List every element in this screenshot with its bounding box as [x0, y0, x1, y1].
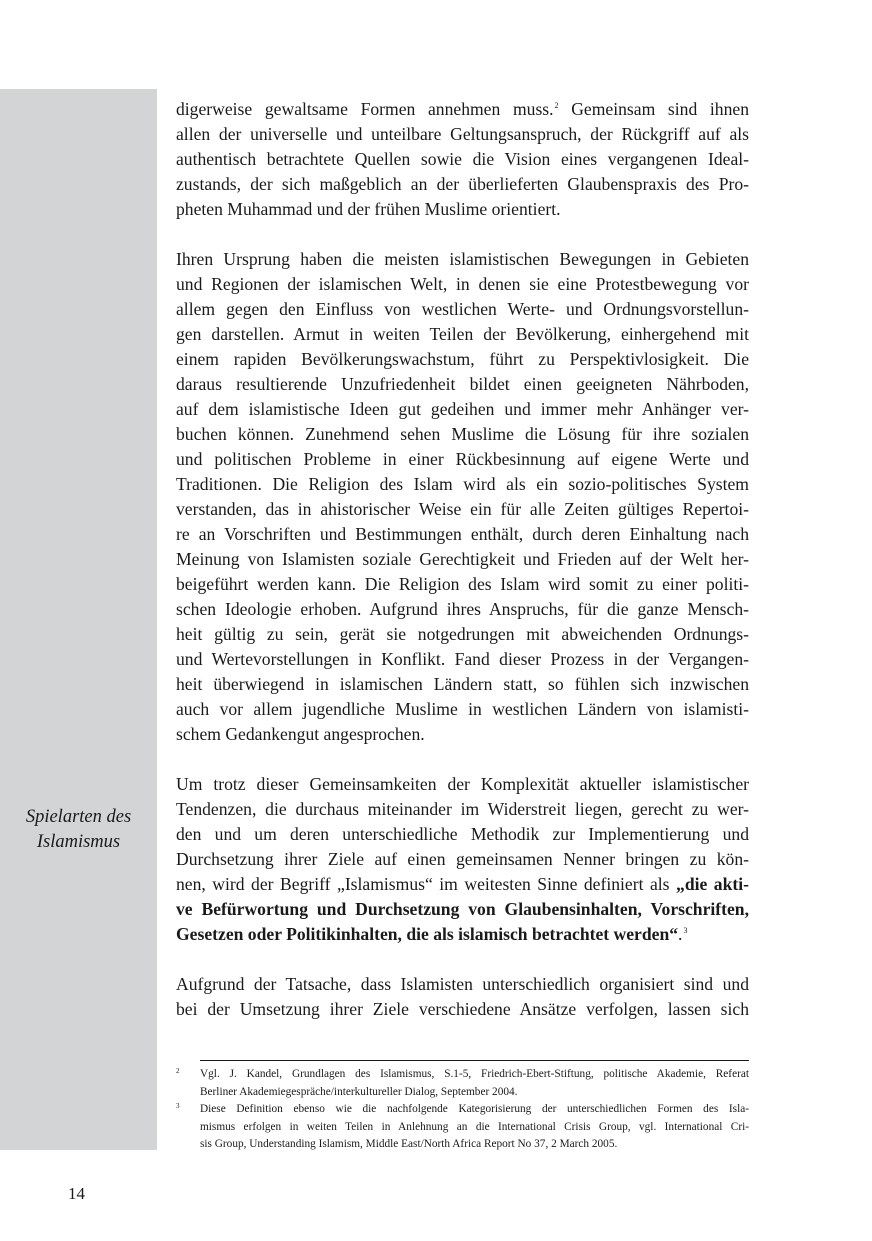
footnote — [176, 1101, 749, 1154]
text-line: Gesetzen oder Politikinhalten, die als islamisch betrachtet werden“.$^3$ — [176, 924, 688, 944]
text-line: heit überwiegend in islamischen Ländern statt, so fühlen sich inzwischen — [176, 674, 749, 694]
margin-note-line: Spielarten des — [25, 807, 132, 827]
text-line: heit gültig zu sein, gerät sie notgedrungen mit abweichenden Ordnungs- — [176, 624, 749, 644]
definition-emphasis: Gesetzen oder Politikinhalten, die als islamisch betrachtet werden“ — [176, 924, 679, 944]
text-line: pheten Muhammad und der frühen Muslime orientiert. — [176, 199, 561, 219]
footnote-ref[interactable]: 2 — [554, 101, 559, 110]
text-line: allen der universelle und unteilbare Geltungsanspruch, der Rückgriff auf als — [176, 124, 749, 144]
footnote — [176, 1066, 749, 1101]
text-line: und Regionen der islamischen Welt, in denen sie eine Protestbewegung vor — [176, 274, 749, 294]
margin-note-line: Islamismus — [36, 832, 121, 852]
text-line: Traditionen. Die Religion des Islam wird als ein sozio-politisches System — [176, 474, 749, 494]
text-line: schen Ideologie erhoben. Aufgrund ihres Anspruchs, für die ganze Mensch- — [176, 599, 749, 619]
text-line: Ihren Ursprung haben die meisten islamistischen Bewegungen in Gebieten — [176, 249, 749, 269]
text-line: zustands, der sich maßgeblich an der überlieferten Glaubenspraxis des Pro- — [176, 174, 749, 194]
text-line: re an Vorschriften und Bestimmungen enthält, durch deren Einhaltung nach — [176, 524, 749, 544]
text-line: Aufgrund der Tatsache, dass Islamisten unterschiedlich organisiert sind und — [176, 974, 749, 994]
text-line: gen darstellen. Armut in weiten Teilen der Bevölkerung, einhergehend mit — [176, 324, 749, 344]
footnote-ref[interactable]: 3 — [683, 926, 688, 935]
body-text — [176, 97, 749, 1022]
footnotes — [176, 1066, 749, 1154]
definition-emphasis: „die akti- — [676, 874, 749, 894]
page-number: 14 — [68, 1184, 85, 1203]
footnote-line: sis Group, Understanding Islamism, Middle East/North Africa Report No 37, 2 March 2005. — [200, 1138, 618, 1150]
text-line: und Wertevorstellungen in Konflikt. Fand dieser Prozess in der Vergangen- — [176, 649, 749, 669]
margin-sidebar — [0, 89, 157, 1150]
text-line: Tendenzen, die durchaus miteinander im Widerstreit liegen, gerecht zu wer- — [176, 799, 749, 819]
footnote-number: 3 — [176, 1102, 180, 1110]
text-line: authentisch betrachtete Quellen sowie die Vision eines vergangenen Ideal- — [176, 149, 749, 169]
text-line: bei der Umsetzung ihrer Ziele verschiedene Ansätze verfolgen, lassen sich — [176, 999, 749, 1019]
text-line: Meinung von Islamisten soziale Gerechtigkeit und Frieden auf der Welt her- — [176, 549, 749, 569]
text-line: digerweise gewaltsame Formen annehmen muss.$^2$ Gemeinsam sind ihnen — [176, 99, 750, 119]
footnote-line: Vgl. J. Kandel, Grundlagen des Islamismus, S.1-5, Friedrich-Ebert-Stiftung, politische Akademie, Referat — [200, 1068, 749, 1080]
text-line: verstanden, das in ahistorischer Weise ein für alle Zeiten gültiges Repertoi- — [176, 499, 749, 519]
text-line: den und um deren unterschiedliche Methodik zur Implementierung und — [176, 824, 749, 844]
footnote-number: 2 — [176, 1067, 180, 1075]
paragraph — [176, 97, 749, 222]
footnote-line: Diese Definition ebenso wie die nachfolgende Kategorisierung der unterschiedlichen Formen des Isla- — [200, 1103, 749, 1115]
footnote-divider — [200, 1060, 749, 1061]
paragraph — [176, 247, 749, 747]
text-line: nen, wird der Begriff „Islamismus“ im weitesten Sinne definiert als „die akti- — [176, 874, 749, 894]
text-line: auf dem islamistische Ideen gut gedeihen und immer mehr Anhänger ver- — [176, 399, 749, 419]
text-line: auch vor allem jugendliche Muslime in westlichen Ländern von islamisti- — [176, 699, 749, 719]
text-line: buchen können. Zunehmend sehen Muslime die Lösung für ihre sozialen — [176, 424, 749, 444]
paragraph — [176, 972, 749, 1022]
text-line: schem Gedankengut angesprochen. — [176, 724, 425, 744]
text-line: einem rapiden Bevölkerungswachstum, führt zu Perspektivlosigkeit. Die — [176, 349, 749, 369]
margin-note — [0, 805, 157, 855]
text-line: beigeführt werden kann. Die Religion des Islam wird somit zu einer politi- — [176, 574, 749, 594]
definition-emphasis: ve Befürwortung und Durchsetzung von Glaubensinhalten, Vorschriften, — [176, 899, 749, 919]
text-line: und politischen Probleme in einer Rückbesinnung auf eigene Werte und — [176, 449, 749, 469]
text-line: Um trotz dieser Gemeinsamkeiten der Komplexität aktueller islamistischer — [176, 774, 749, 794]
footnote-line: Berliner Akademiegespräche/interkultureller Dialog, September 2004. — [200, 1085, 518, 1098]
text-line: allem gegen den Einfluss von westlichen Werte- und Ordnungsvorstellun- — [176, 299, 749, 319]
paragraph — [176, 772, 749, 947]
text-line: Durchsetzung ihrer Ziele auf einen gemeinsamen Nenner bringen zu kön- — [176, 849, 749, 869]
text-line: daraus resultierende Unzufriedenheit bildet einen geeigneten Nährboden, — [176, 374, 749, 394]
text-line — [176, 897, 749, 922]
footnote-line: mismus erfolgen in weiten Teilen in Anlehnung an die International Crisis Group, vgl. International Cri- — [200, 1120, 749, 1133]
